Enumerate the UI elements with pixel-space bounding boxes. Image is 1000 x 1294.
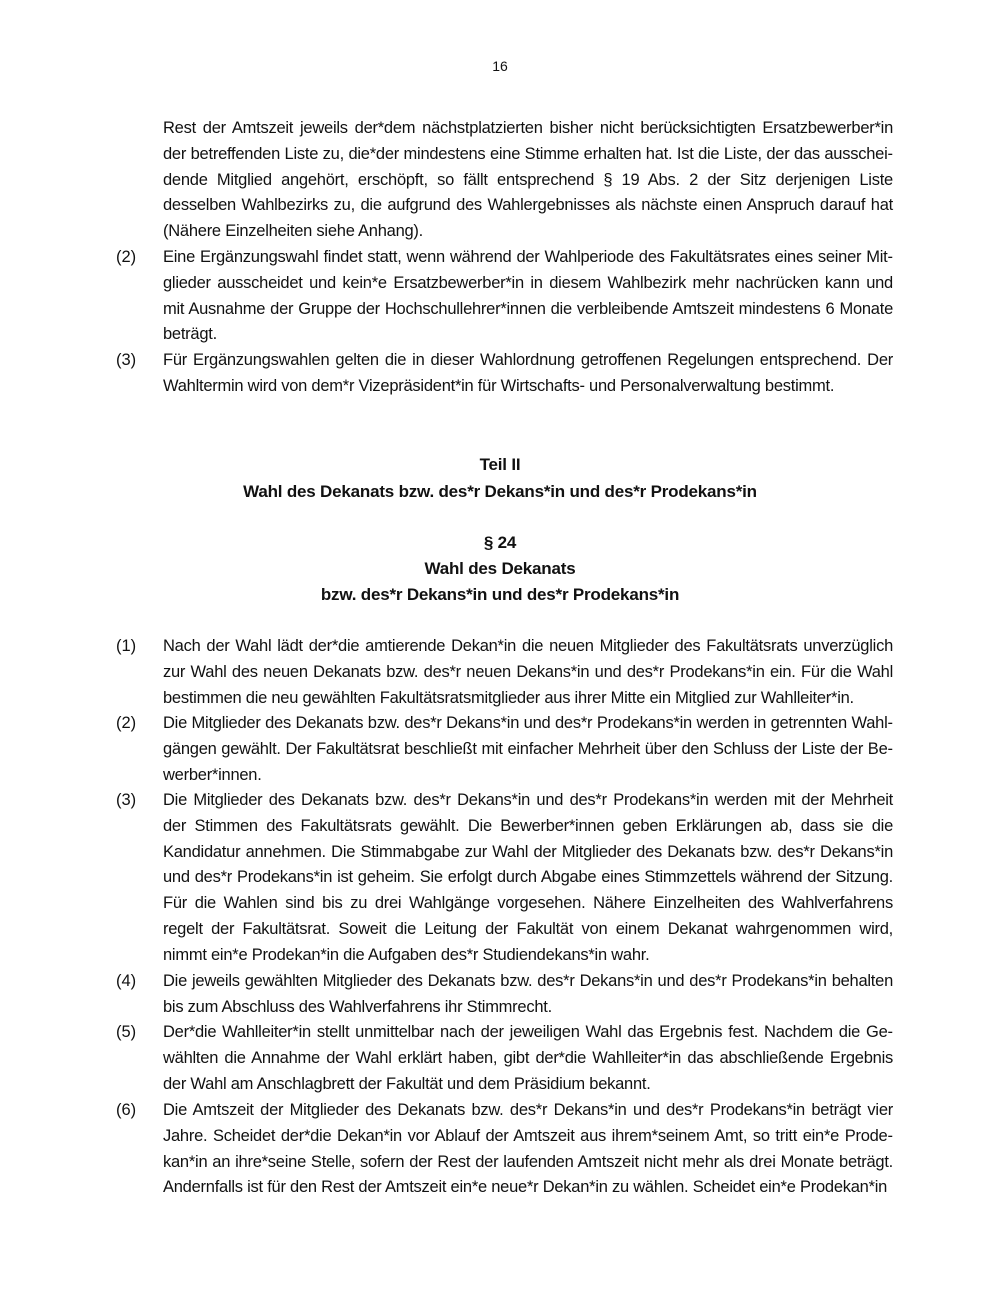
page-number: 16 xyxy=(492,58,508,74)
paragraph-text: Die Mitglieder des Dekanats bzw. des*r Dekans*in und des*r Prodekans*in werden mit der Mehrheit der Stimmen des Fakultätsrats gewählt. Die Bewerber*innen geben Erklärungen ab, dass sie die Kandidatur annehmen. Die Stimmabgabe zur Wahl der Mitglieder des Dekanats bzw. des*r Dekans*in und des*r Prodekans*in ist geheim. Sie erfolgt durch Abgabe eines Stimmzettels während der Sitzung. Für die Wahlen sind bis zu drei Wahlgänge vorgesehen. Nähere Einzelheiten des Wahlverfahrens regelt der Fakultätsrat. Soweit die Leitung der Fakultät von einem Dekanat wahrgenommen wird, nimmt ein*e Prodekan*in die Aufgaben des*r Studiendekans*in wahr. xyxy=(163,791,893,964)
section-title: Wahl des Dekanats xyxy=(424,559,576,578)
paragraph-text: Nach der Wahl lädt der*die amtierende Dekan*in die neuen Mitglieder des Fakultätsrats unverzüglich zur Wahl des neuen Dekanats bzw. des*r neuen Dekans*in und des*r Prodekans*in ein. Für die Wahl bestimmen die neu gewählten Fakultätsratsmitglieder aus ihrer Mitte ein Mitglied zur Wahlleiter*in. xyxy=(163,637,893,707)
paragraph-number: (4) xyxy=(116,972,137,990)
part-title: Wahl des Dekanats bzw. des*r Dekans*in und des*r Prodekans*in xyxy=(243,482,757,501)
paragraph-number: (6) xyxy=(116,1101,137,1119)
paragraph-text: Die Amtszeit der Mitglieder des Dekanats bzw. des*r Dekans*in und des*r Prodekans*in beträgt vier Jahre. Scheidet der*die Dekan*in vor Ablauf der Amtszeit aus ihrem*seinem Amt, so tritt ein*e Prodekan*in an ihre*seine Stelle, sofern der Rest der laufenden Amtszeit nicht mehr als drei Monate beträgt. Andernfalls ist für den Rest der Amtszeit ein*e neue*r Dekan*in zu wählen. Scheidet ein*e Prodekan*in xyxy=(163,1101,893,1197)
continuation-paragraph: Rest der Amtszeit jeweils der*dem nächstplatzierten bisher nicht berücksichtigten Ersatzbewerber*in der betreffenden Liste zu, die*der mindestens eine Stimme erhalten hat. Ist die Liste, der das ausscheidende Mitglied angehört, erschöpft, so fällt entsprechend § 19 Abs. 2 der Sitz derjenigen Liste desselben Wahlbezirks zu, die aufgrund des Wahlergebnisses als nächste einen Anspruch darauf hat (Nähere Einzelheiten siehe Anhang). xyxy=(163,119,893,241)
paragraph-text: Die Mitglieder des Dekanats bzw. des*r Dekans*in und des*r Prodekans*in werden in getrennten Wahlgängen gewählt. Der Fakultätsrat beschließt mit einfacher Mehrheit über den Schluss der Liste der Bewerber*innen. xyxy=(163,714,893,784)
section-number: § 24 xyxy=(483,533,517,552)
paragraph-text: Der*die Wahlleiter*in stellt unmittelbar nach der jeweiligen Wahl das Ergebnis fest. Nachdem die Gewählten die Annahme der Wahl erklärt haben, gibt der*die Wahlleiter*in das abschließende Ergebnis der Wahl am Anschlagbrett der Fakultät und dem Präsidium bekannt. xyxy=(163,1023,893,1093)
paragraph-number: (5) xyxy=(116,1023,137,1041)
paragraph-text: Die jeweils gewählten Mitglieder des Dekanats bzw. des*r Dekans*in und des*r Prodekans*in behalten bis zum Abschluss des Wahlverfahrens ihr Stimmrecht. xyxy=(163,972,893,1016)
section-subtitle: bzw. des*r Dekans*in und des*r Prodekans*in xyxy=(320,585,680,604)
paragraph-text: Für Ergänzungswahlen gelten die in dieser Wahlordnung getroffenen Regelungen entsprechend. Der Wahltermin wird von dem*r Vizepräsident*in für Wirtschafts- und Personalverwaltung bestimmt. xyxy=(163,351,893,395)
paragraph-number: (3) xyxy=(116,791,137,809)
part-label: Teil II xyxy=(479,455,521,474)
paragraph-text: Eine Ergänzungswahl findet statt, wenn während der Wahlperiode des Fakultätsrates eines seiner Mitglieder ausscheidet und kein*e Ersatzbewerber*in in diesem Wahlbezirk mehr nachrücken kann und mit Ausnahme der Gruppe der Hochschullehrer*innen die verbleibende Amtszeit mindestens 6 Monate beträgt. xyxy=(163,248,893,344)
paragraph-number: (3) xyxy=(116,351,137,369)
paragraph-number: (2) xyxy=(116,714,137,732)
paragraph-number: (1) xyxy=(116,637,137,655)
paragraph-number: (2) xyxy=(116,248,137,266)
